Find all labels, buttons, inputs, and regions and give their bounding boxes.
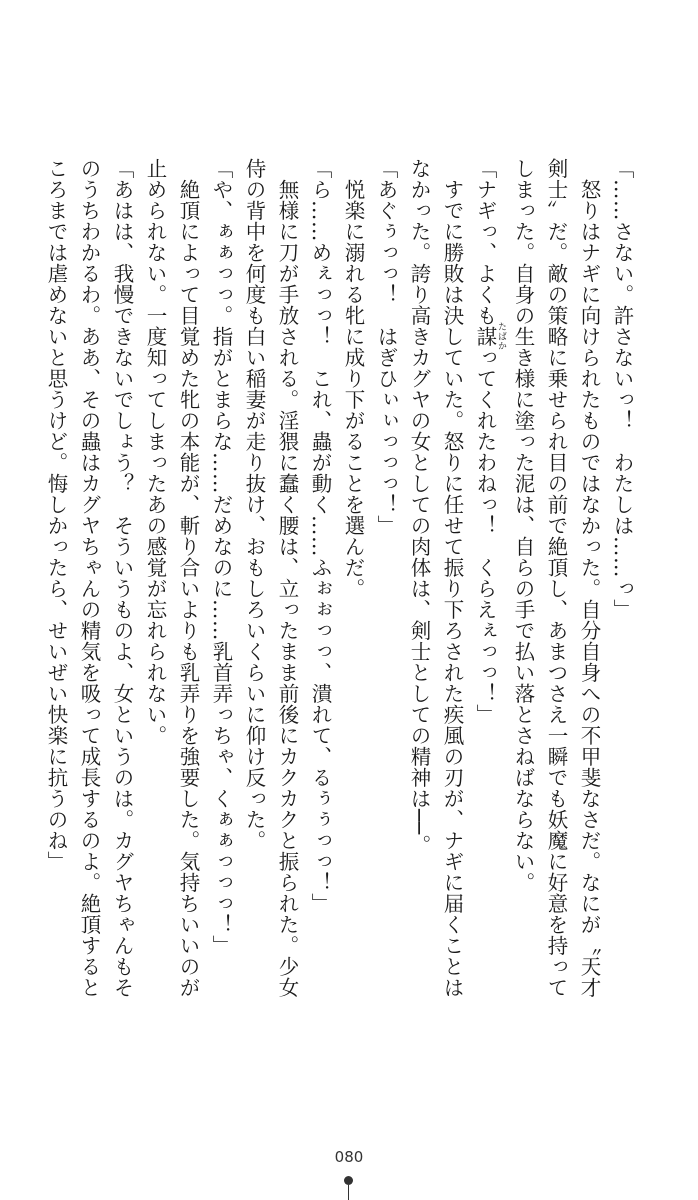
text-line: 怒りはナギに向けられたものではなかった。自分自身への不甲斐なさだ。なにが〝天才 (577, 158, 601, 998)
text-line: 止められない。一度知ってしまったあの感覚が忘れられない。 (143, 158, 167, 746)
furigana: 謀 たばか (473, 322, 506, 351)
text-line: 「あはは、我慢できないでしょう？ そういうものよ、女というのは。カグヤちゃんもそ (110, 158, 134, 998)
text-line: 「ナギっ、よくも謀 たばかってくれたわねっ！ くらえぇっっ！」 (473, 158, 506, 725)
vertical-text-body (39, 158, 638, 1158)
text-line: 「ら……めぇっっ！ これ、蟲が動く……ふぉぉっっ、潰れて、るぅぅっっ！」 (308, 158, 332, 914)
text-line: なかった。誇り高きカグヤの女としての肉体は、剣士としての精神は──。 (407, 158, 431, 856)
text-line: 悦楽に溺れる牝に成り下がることを選んだ。 (341, 158, 365, 599)
text-line: 無様に刀が手放される。淫猥に蠢く腰は、立ったまま前後にカクカクと振られた。少女 (275, 158, 299, 998)
page-marker-dot (344, 1176, 353, 1185)
page-number: 080 (334, 1148, 364, 1166)
text-line: ころまでは虐めないと思うけど。悔しかったら、せいぜい快楽に抗うのね」 (44, 158, 68, 872)
text-line: 「や、ぁぁっっ。指がとまらな……だめなのに……乳首弄っちゃ、くぁぁっっっ！」 (209, 158, 233, 956)
text-line: 侍の背中を何度も白い稲妻が走り抜け、おもしろいくらいに仰け反った。 (242, 158, 266, 851)
text-line: 絶頂によって目覚めた牝の本能が、斬り合いよりも乳弄りを強要した。気持ちいいのが (176, 158, 200, 998)
text-line: すでに勝敗は決していた。怒りに任せて振り下ろされた疾風の刃が、ナギに届くことは (440, 158, 464, 998)
text-line: 剣士〟だ。敵の策略に乗せられ目の前で絶頂し、あまつさえ一瞬でも妖魔に好意を持って (544, 158, 568, 998)
text-line: しまった。自身の生き様に塗った泥は、自らの手で払い落とさねばならない。 (511, 158, 535, 893)
text-line: 「あぐぅっっ！ はぎひぃぃっっっ！」 (374, 158, 398, 536)
page-marker-line (348, 1185, 349, 1200)
text-line: 「……さない。許さないっ！ わたしは……っ」 (610, 158, 634, 620)
text-line: のうちわかるわ。ああ、その蟲はカグヤちゃんの精気を吸って成長するのよ。絶頂すると (77, 158, 101, 998)
